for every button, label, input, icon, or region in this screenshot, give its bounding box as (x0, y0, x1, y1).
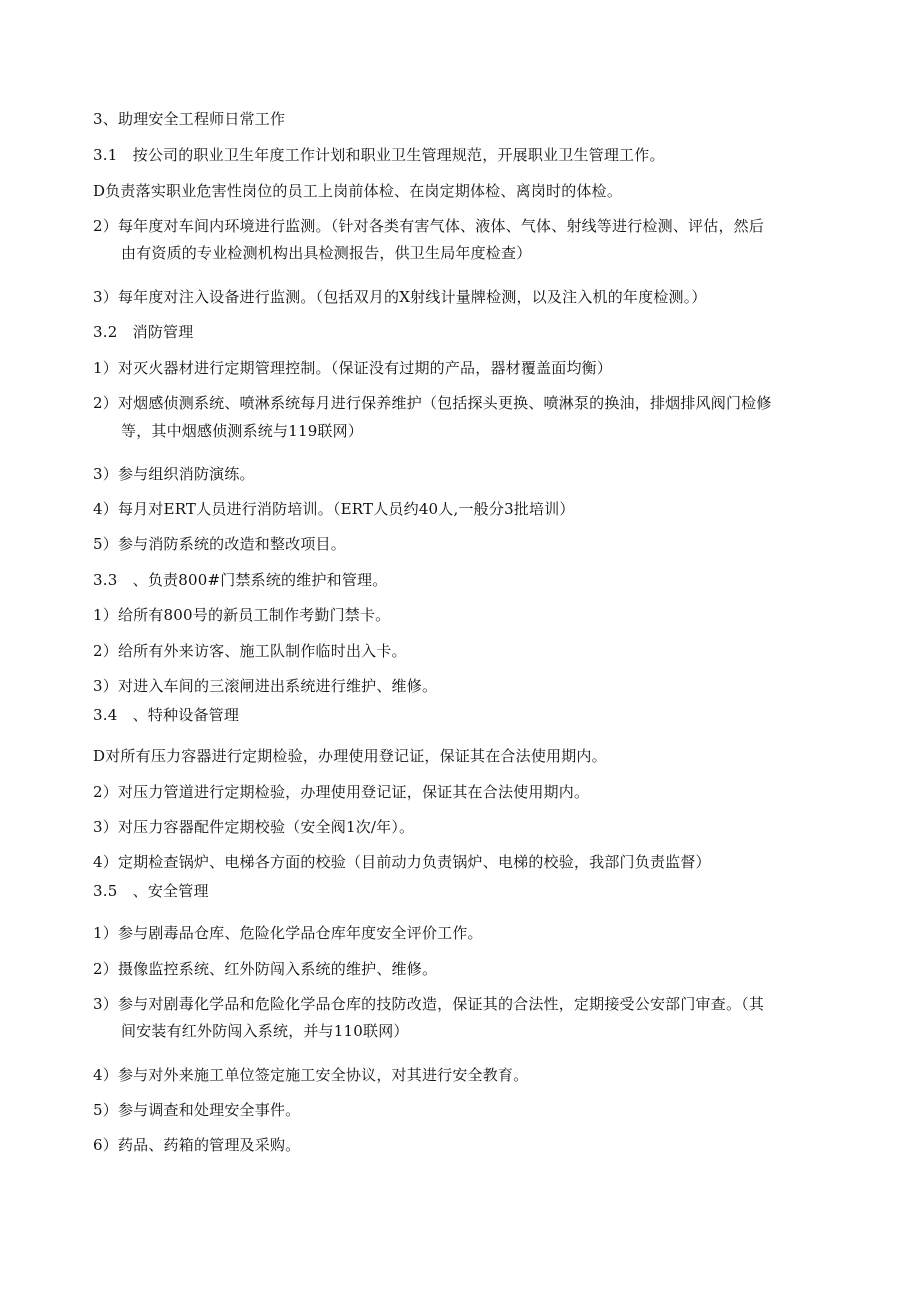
section-3-4-title: 3.4 、特种设备管理 (93, 706, 240, 724)
section-3-3-item-2: 2）给所有外来访客、施工队制作临时出入卡。 (93, 642, 407, 660)
section-3-1-title: 3.1 按公司的职业卫生年度工作计划和职业卫生管理规范，开展职业卫生管理工作。 (93, 146, 665, 164)
section-3-3-title: 3.3 、负责800#门禁系统的维护和管理。 (93, 571, 388, 589)
section-3-2-item-3: 3）参与组织消防演练。 (93, 465, 255, 483)
section-3-4-item-3: 3）对压力容器配件定期校验（安全阀1次/年）。 (93, 818, 415, 836)
section-3-2-item-2-cont: 等，其中烟感侦测系统与119联网） (121, 422, 364, 440)
section-3-5-item-3-cont: 间安装有红外防闯入系统，并与110联网） (121, 1022, 409, 1040)
section-3-5-item-2: 2）摄像监控系统、红外防闯入系统的维护、维修。 (93, 960, 438, 978)
section-3-1-item-2-cont: 由有资质的专业检测机构出具检测报告，供卫生局年度检查） (121, 244, 532, 262)
section-3-2-title: 3.2 消防管理 (93, 323, 194, 341)
section-3-1-item-3: 3）每年度对注入设备进行监测。（包括双月的X射线计量牌检测，以及注入机的年度检测。） (93, 288, 707, 306)
section-3-5-item-5: 5）参与调查和处理安全事件。 (93, 1101, 301, 1119)
section-3-3-item-3: 3）对进入车间的三滚闸进出系统进行维护、维修。 (93, 677, 438, 695)
section-3-1-item-2: 2）每年度对车间内环境进行监测。（针对各类有害气体、液体、气体、射线等进行检测、评估，然后 (93, 217, 765, 235)
section-heading: 3、助理安全工程师日常工作 (93, 110, 286, 128)
section-3-4-item-4: 4）定期检查锅炉、电梯各方面的校验（目前动力负责锅炉、电梯的校验，我部门负责监督） (93, 853, 711, 871)
section-3-5-item-4: 4）参与对外来施工单位签定施工安全协议，对其进行安全教育。 (93, 1066, 529, 1084)
section-3-5-item-3: 3）参与对剧毒化学品和危险化学品仓库的技防改造，保证其的合法性，定期接受公安部门审查。（其 (93, 995, 765, 1013)
section-3-2-item-2: 2）对烟感侦测系统、喷淋系统每月进行保养维护（包括探头更换、喷淋泵的换油，排烟排风阀门检修 (93, 394, 772, 412)
section-3-5-title: 3.5 、安全管理 (93, 882, 209, 900)
section-3-2-item-5: 5）参与消防系统的改造和整改项目。 (93, 535, 346, 553)
section-3-2-item-1: 1）对灭火器材进行定期管理控制。（保证没有过期的产品，器材覆盖面均衡） (93, 359, 613, 377)
section-3-2-item-4: 4）每月对ERT人员进行消防培训。（ERT人员约40人,一般分3批培训） (93, 500, 575, 518)
section-3-4-item-1: D对所有压力容器进行定期检验，办理使用登记证，保证其在合法使用期内。 (93, 747, 607, 765)
section-3-5-item-1: 1）参与剧毒品仓库、危险化学品仓库年度安全评价工作。 (93, 924, 483, 942)
section-3-1-item-1: D负责落实职业危害性岗位的员工上岗前体检、在岗定期体检、离岗时的体检。 (93, 182, 623, 200)
section-3-4-item-2: 2）对压力管道进行定期检验，办理使用登记证，保证其在合法使用期内。 (93, 783, 590, 801)
section-3-3-item-1: 1）给所有800号的新员工制作考勤门禁卡。 (93, 606, 391, 624)
section-3-5-item-6: 6）药品、药箱的管理及采购。 (93, 1136, 301, 1154)
